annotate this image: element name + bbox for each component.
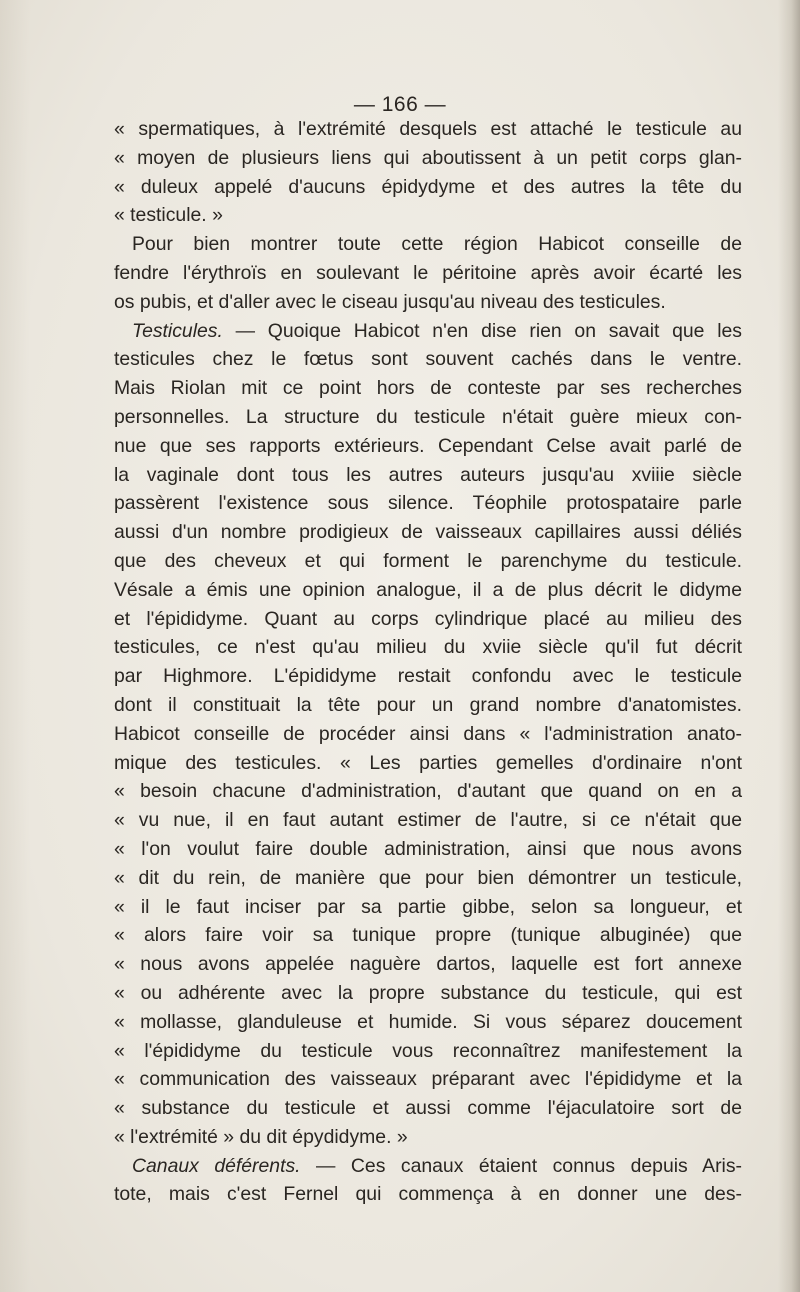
- text-line: que des cheveux et qui forment le parenchyme du testicule.: [114, 549, 742, 572]
- text-line: « il le faut inciser par sa partie gibbe, selon sa longueur, et: [114, 895, 742, 918]
- text-line: « dit du rein, de manière que pour bien démontrer un testicule,: [114, 866, 742, 889]
- text-line: dont il constituait la tête pour un grand nombre d'anatomistes.: [114, 693, 742, 716]
- text-line: « mollasse, glanduleuse et humide. Si vous séparez doucement: [114, 1010, 742, 1033]
- text-line: « communication des vaisseaux préparant avec l'épididyme et la: [114, 1068, 742, 1091]
- body-text: [114, 115, 742, 1209]
- page-number: — 166 —: [353, 93, 447, 116]
- text-line: « duleux appelé d'aucuns épidydyme et des autres la tête du: [114, 175, 742, 198]
- text-line: par Highmore. L'épididyme restait confondu avec le testicule: [114, 665, 742, 688]
- text-line: « nous avons appelée naguère dartos, laquelle est fort annexe: [114, 953, 742, 976]
- text-line: mique des testicules. « Les parties gemelles d'ordinaire n'ont: [114, 751, 742, 774]
- text-line: passèrent l'existence sous silence. Téophile protospataire parle: [114, 492, 742, 515]
- page-left-shadow: [0, 0, 30, 1292]
- text-line: « vu nue, il en faut autant estimer de l'autre, si ce n'était que: [114, 809, 742, 832]
- text-line: et l'épididyme. Quant au corps cylindrique placé au milieu des: [114, 607, 742, 630]
- text-line: Canaux déférents. — Ces canaux étaient connus depuis Aris-: [132, 1154, 742, 1177]
- text-line: « ou adhérente avec la propre substance du testicule, qui est: [114, 981, 742, 1004]
- text-line: Habicot conseille de procéder ainsi dans « l'administration anato-: [114, 722, 742, 745]
- text-line: « l'épididyme du testicule vous reconnaîtrez manifestement la: [114, 1039, 742, 1062]
- text-line: os pubis, et d'aller avec le ciseau jusqu'au niveau des testicules.: [114, 290, 666, 313]
- text-line: personnelles. La structure du testicule n'était guère mieux con-: [114, 405, 742, 428]
- text-line: « moyen de plusieurs liens qui aboutissent à un petit corps glan-: [114, 146, 742, 169]
- page-right-shadow: [778, 0, 800, 1292]
- text-line: Mais Riolan mit ce point hors de conteste par ses recherches: [114, 377, 742, 400]
- text-line: tote, mais c'est Fernel qui commença à en donner une des-: [114, 1183, 742, 1206]
- text-line: aussi d'un nombre prodigieux de vaisseaux capillaires aussi déliés: [114, 521, 742, 544]
- text-line: « alors faire voir sa tunique propre (tunique albuginée) que: [114, 924, 742, 947]
- text-line: nue que ses rapports extérieurs. Cependant Celse avait parlé de: [114, 434, 742, 457]
- text-line: la vaginale dont tous les autres auteurs jusqu'au xviiie siècle: [114, 463, 742, 486]
- text-line: Pour bien montrer toute cette région Habicot conseille de: [132, 233, 742, 256]
- text-line: « substance du testicule et aussi comme l'éjaculatoire sort de: [114, 1097, 742, 1120]
- text-line: « spermatiques, à l'extrémité desquels est attaché le testicule au: [114, 118, 742, 140]
- text-line: « besoin chacune d'administration, d'autant que quand on en a: [114, 780, 742, 803]
- text-line: « testicule. »: [114, 204, 223, 227]
- text-line: testicules chez le fœtus sont souvent cachés dans le ventre.: [114, 348, 742, 371]
- text-line: fendre l'érythroïs en soulevant le péritoine après avoir écarté les: [114, 261, 742, 284]
- text-line: testicules, ce n'est qu'au milieu du xviie siècle qu'il fut décrit: [114, 636, 742, 659]
- text-line: « l'on voulut faire double administration, ainsi que nous avons: [114, 837, 742, 860]
- text-line: « l'extrémité » du dit épydidyme. »: [114, 1125, 408, 1148]
- text-line: Testicules. — Quoique Habicot n'en dise rien on savait que les: [132, 319, 742, 342]
- text-line: Vésale a émis une opinion analogue, il a de plus décrit le didyme: [114, 578, 742, 601]
